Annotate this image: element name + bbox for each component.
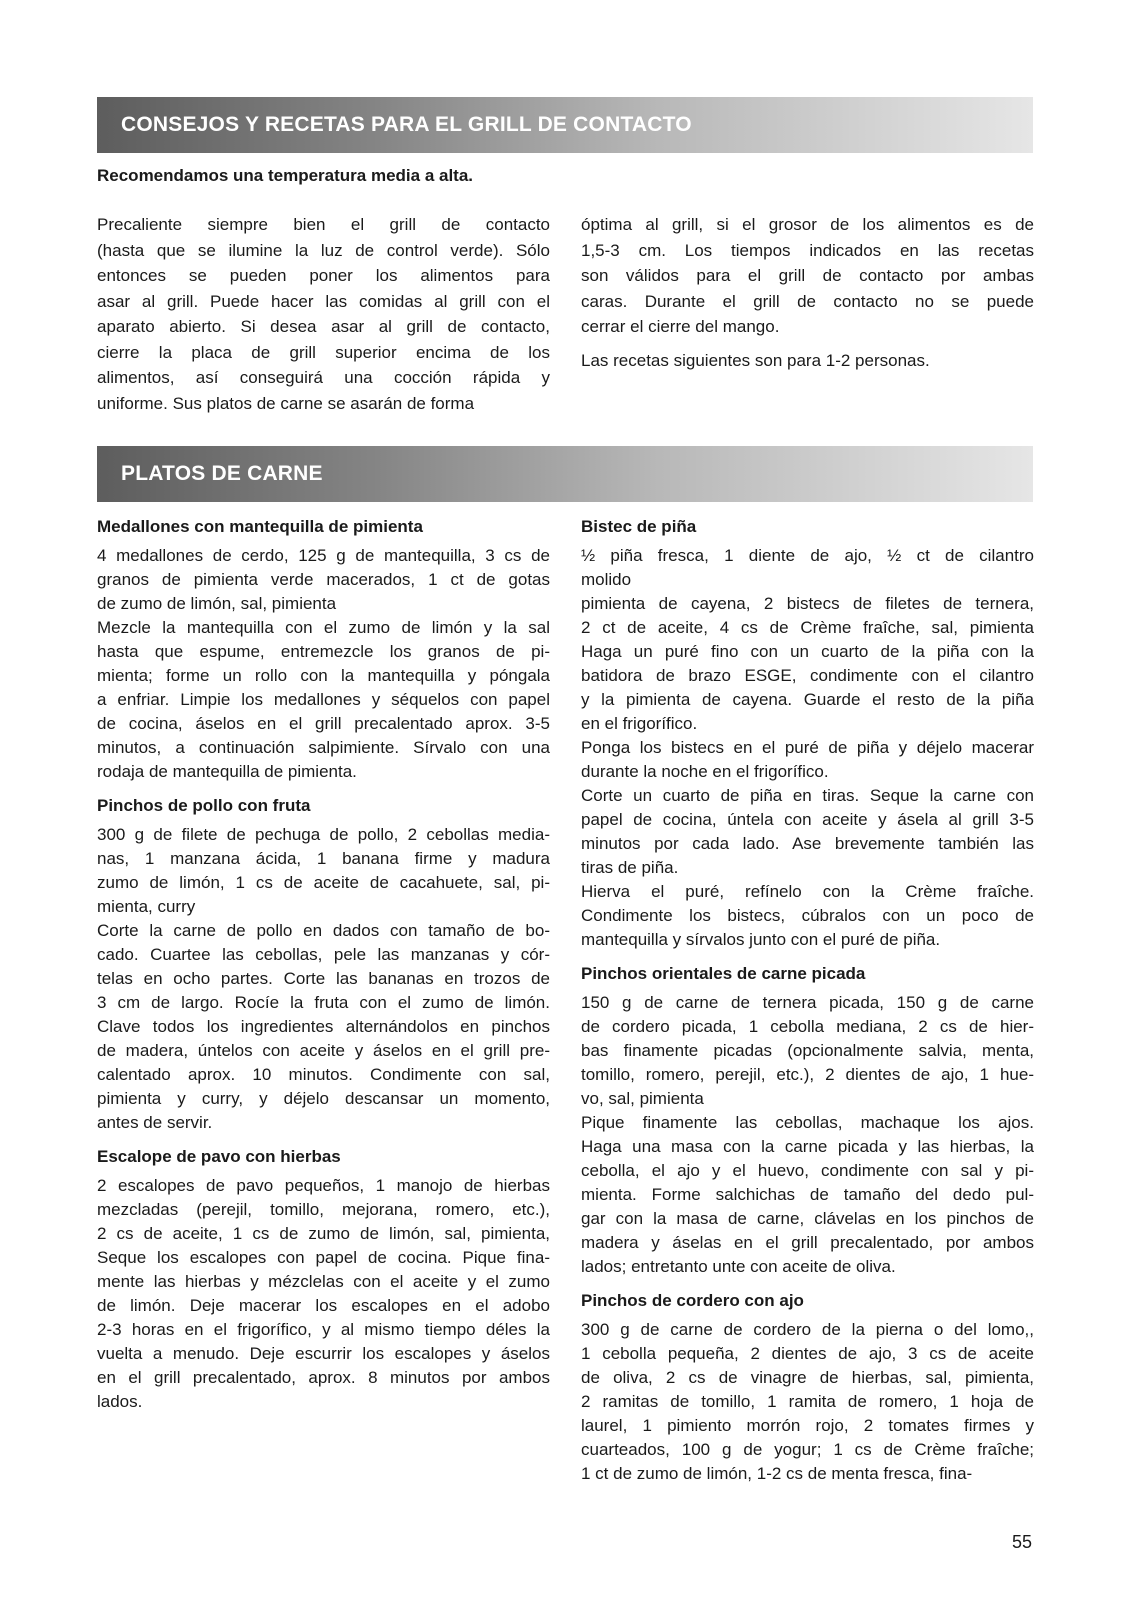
text-line: 1 ct de zumo de limón, 1-2 cs de menta fresca, fina- xyxy=(581,1464,973,1483)
text-line: tomillo, romero, perejil, etc.), 2 dientes de ajo, 1 hue- xyxy=(581,1065,1034,1084)
recipe-title: Pinchos de cordero con ajo xyxy=(581,1291,804,1310)
text-line: telas en ocho partes. Corte las bananas en trozos de xyxy=(97,969,550,988)
text-line: molido xyxy=(581,570,632,589)
recipe xyxy=(581,962,1034,1279)
text-line: a enfriar. Limpie los medallones y séquelos con papel xyxy=(97,690,550,709)
text-line: minutos por cada lado. Ase brevemente también las xyxy=(581,834,1034,853)
recipe xyxy=(97,515,550,784)
text-line: 150 g de carne de ternera picada, 150 g de carne xyxy=(581,993,1034,1012)
text-line: Ponga los bistecs en el puré de piña y déjelo macerar xyxy=(581,738,1034,757)
recipe-body xyxy=(581,991,1034,1279)
text-line: 2 ct de aceite, 4 cs de Crème fraîche, sal, pimienta xyxy=(581,618,1034,637)
text-line: cerrar el cierre del mango. xyxy=(581,317,780,336)
text-line: lados; entretanto unte con aceite de oliva. xyxy=(581,1257,896,1276)
recipes-left-column xyxy=(97,515,550,1414)
section-banner-consejos: CONSEJOS Y RECETAS PARA EL GRILL DE CONTACTO xyxy=(97,97,1033,153)
text-line: ½ piña fresca, 1 diente de ajo, ½ ct de cilantro xyxy=(581,546,1034,565)
recipe-title: Pinchos de pollo con fruta xyxy=(97,796,311,815)
text-line: granos de pimienta verde macerados, 1 ct de gotas xyxy=(97,570,550,589)
text-line: madera y áselas en el grill precalentado, por ambos xyxy=(581,1233,1034,1252)
text-line: y la pimienta de cayena. Guarde el resto de la piña xyxy=(581,690,1034,709)
text-line: pimienta y curry, y déjelo descansar un momento, xyxy=(97,1089,550,1108)
text-line: 300 g de filete de pechuga de pollo, 2 cebollas media- xyxy=(97,825,550,844)
text-line: mente las hierbas y mézclelas con el aceite y el zumo xyxy=(97,1272,550,1291)
text-line: Corte la carne de pollo en dados con tamaño de bo- xyxy=(97,921,550,940)
recipe xyxy=(581,1289,1034,1486)
text-line: cebolla, el ajo y el huevo, condimente con sal y pi- xyxy=(581,1161,1034,1180)
text-line: nas, 1 manzana ácida, 1 banana firme y madura xyxy=(97,849,550,868)
text-line: gar con la masa de carne, clávelas en los pinchos de xyxy=(581,1209,1034,1228)
text-line: 300 g de carne de cordero de la pierna o del lomo,, xyxy=(581,1320,1034,1339)
text-line: alimentos, así conseguirá una cocción rápida y xyxy=(97,368,550,387)
text-line: 1,5-3 cm. Los tiempos indicados en las recetas xyxy=(581,240,1034,260)
text-line: Pique finamente las cebollas, machaque los ajos. xyxy=(581,1113,1034,1132)
text-line: vuelta a menudo. Deje escurrir los escalopes y áselos xyxy=(97,1344,550,1363)
text-line: mantequilla y sírvalos junto con el puré de piña. xyxy=(581,930,941,949)
recipe-body xyxy=(581,1318,1034,1486)
text-line: Hierva el puré, refínelo con la Crème fraîche. xyxy=(581,882,1034,901)
recipe-title: Escalope de pavo con hierbas xyxy=(97,1147,341,1166)
text-line: minutos, a continuación salpimiente. Sírvalo con una xyxy=(97,738,550,757)
text-line: durante la noche en el frigorífico. xyxy=(581,762,829,781)
section-banner-platos-de-carne: PLATOS DE CARNE xyxy=(97,446,1033,502)
text-line: vo, sal, pimienta xyxy=(581,1089,704,1108)
recipe xyxy=(97,1145,550,1414)
text-line: Mezcle la mantequilla con el zumo de limón y la sal xyxy=(97,618,550,637)
text-line: 2-3 horas en el frigorífico, y al mismo tiempo déles la xyxy=(97,1320,550,1339)
text-line: bas finamente picadas (opcionalmente salvia, menta, xyxy=(581,1041,1034,1060)
text-line: rodaja de mantequilla de pimienta. xyxy=(97,762,357,781)
text-line: entonces se pueden poner los alimentos para xyxy=(97,266,550,285)
text-line: 3 cm de largo. Rocíe la fruta con el zumo de limón. xyxy=(97,993,550,1012)
text-line: aparato abierto. Si desea asar al grill de contacto, xyxy=(97,317,550,336)
intro-paragraph xyxy=(97,212,550,416)
text-line: de zumo de limón, sal, pimienta xyxy=(97,594,337,613)
text-line: 2 ramitas de tomillo, 1 ramita de romero, 1 hoja de xyxy=(581,1392,1034,1411)
text-line: 1 cebolla pequeña, 2 dientes de ajo, 3 cs de aceite xyxy=(581,1344,1034,1363)
temperature-recommendation: Recomendamos una temperatura media a alta. xyxy=(97,166,474,185)
text-line: en el frigorífico. xyxy=(581,714,698,733)
recipe xyxy=(97,794,550,1135)
recipe-title: Medallones con mantequilla de pimienta xyxy=(97,517,423,536)
text-line: caras. Durante el grill de contacto no se puede xyxy=(581,291,1034,311)
text-line: de madera, úntelos con aceite y áselos en el grill pre- xyxy=(97,1041,550,1060)
text-line: cado. Cuartee las cebollas, pele las manzanas y cór- xyxy=(97,945,550,964)
text-line: 2 cs de aceite, 1 cs de zumo de limón, sal, pimienta, xyxy=(97,1224,550,1243)
text-line: pimienta de cayena, 2 bistecs de filetes de ternera, xyxy=(581,594,1034,613)
text-line: Haga una masa con la carne picada y las hierbas, la xyxy=(581,1137,1034,1156)
text-line: en el grill precalentado, aprox. 8 minutos por ambos xyxy=(97,1368,550,1387)
text-line: batidora de brazo ESGE, condimente con el cilantro xyxy=(581,666,1034,685)
text-line: de oliva, 2 cs de vinagre de hierbas, sal, pimienta, xyxy=(581,1368,1034,1387)
text-line: tiras de piña. xyxy=(581,858,679,877)
text-line: laurel, 1 pimiento morrón rojo, 2 tomates firmes y xyxy=(581,1416,1034,1435)
text-line: mienta; forme un rollo con la mantequilla y póngala xyxy=(97,666,550,685)
text-line: Precaliente siempre bien el grill de contacto xyxy=(97,215,550,234)
text-line: de cocina, áselos en el grill precalentado aprox. 3-5 xyxy=(97,714,550,733)
text-line: cuarteados, 100 g de yogur; 1 cs de Crème fraîche; xyxy=(581,1440,1034,1459)
text-line: asar al grill. Puede hacer las comidas al grill con el xyxy=(97,291,550,311)
recipe-title: Bistec de piña xyxy=(581,517,697,536)
recipe-body xyxy=(97,823,550,1135)
text-line: 2 escalopes de pavo pequeños, 1 manojo de hierbas xyxy=(97,1176,550,1195)
text-line: calentado aprox. 10 minutos. Condimente con sal, xyxy=(97,1065,550,1084)
text-line: mezcladas (perejil, tomillo, mejorana, romero, etc.), xyxy=(97,1200,550,1219)
text-line: papel de cocina, úntela con aceite y ásela al grill 3-5 xyxy=(581,810,1034,829)
intro-right-column xyxy=(581,212,1034,381)
text-line: Corte un cuarto de piña en tiras. Seque la carne con xyxy=(581,786,1034,805)
intro-paragraph xyxy=(581,212,1034,340)
recipe xyxy=(581,515,1034,952)
text-line: mienta. Forme salchichas de tamaño del dedo pul- xyxy=(581,1185,1034,1204)
text-line: de limón. Deje macerar los escalopes en el adobo xyxy=(97,1296,550,1315)
text-line: Condimente los bistecs, cúbralos con un poco de xyxy=(581,906,1034,925)
recipe-body xyxy=(97,1174,550,1414)
page-number: 55 xyxy=(1011,1532,1032,1552)
text-line: 4 medallones de cerdo, 125 g de mantequilla, 3 cs de xyxy=(97,546,550,565)
intro-left-column xyxy=(97,212,550,424)
text-line: óptima al grill, si el grosor de los alimentos es de xyxy=(581,215,1034,234)
recipe-body xyxy=(97,544,550,784)
servings-note: Las recetas siguientes son para 1-2 personas. xyxy=(581,350,930,370)
text-line: uniforme. Sus platos de carne se asarán de forma xyxy=(97,393,475,413)
text-line: (hasta que se ilumine la luz de control verde). Sólo xyxy=(97,240,550,260)
text-line: mienta, curry xyxy=(97,897,196,916)
text-line: Clave todos los ingredientes alternándolos en pinchos xyxy=(97,1017,550,1036)
text-line: son válidos para el grill de contacto por ambas xyxy=(581,266,1034,285)
recipe-body xyxy=(581,544,1034,952)
text-line: Seque los escalopes con papel de cocina. Pique fina- xyxy=(97,1248,550,1267)
text-line: de cordero picada, 1 cebolla mediana, 2 cs de hier- xyxy=(581,1017,1034,1036)
text-line: cierre la placa de grill superior encima de los xyxy=(97,342,550,362)
text-line: zumo de limón, 1 cs de aceite de cacahuete, sal, pi- xyxy=(97,873,550,892)
text-line: antes de servir. xyxy=(97,1113,213,1132)
text-line: Haga un puré fino con un cuarto de la piña con la xyxy=(581,642,1034,661)
recipes-right-column xyxy=(581,515,1034,1486)
recipe-title: Pinchos orientales de carne picada xyxy=(581,964,866,983)
text-line: hasta que espume, entremezcle los granos de pi- xyxy=(97,642,550,661)
text-line: lados. xyxy=(97,1392,143,1411)
